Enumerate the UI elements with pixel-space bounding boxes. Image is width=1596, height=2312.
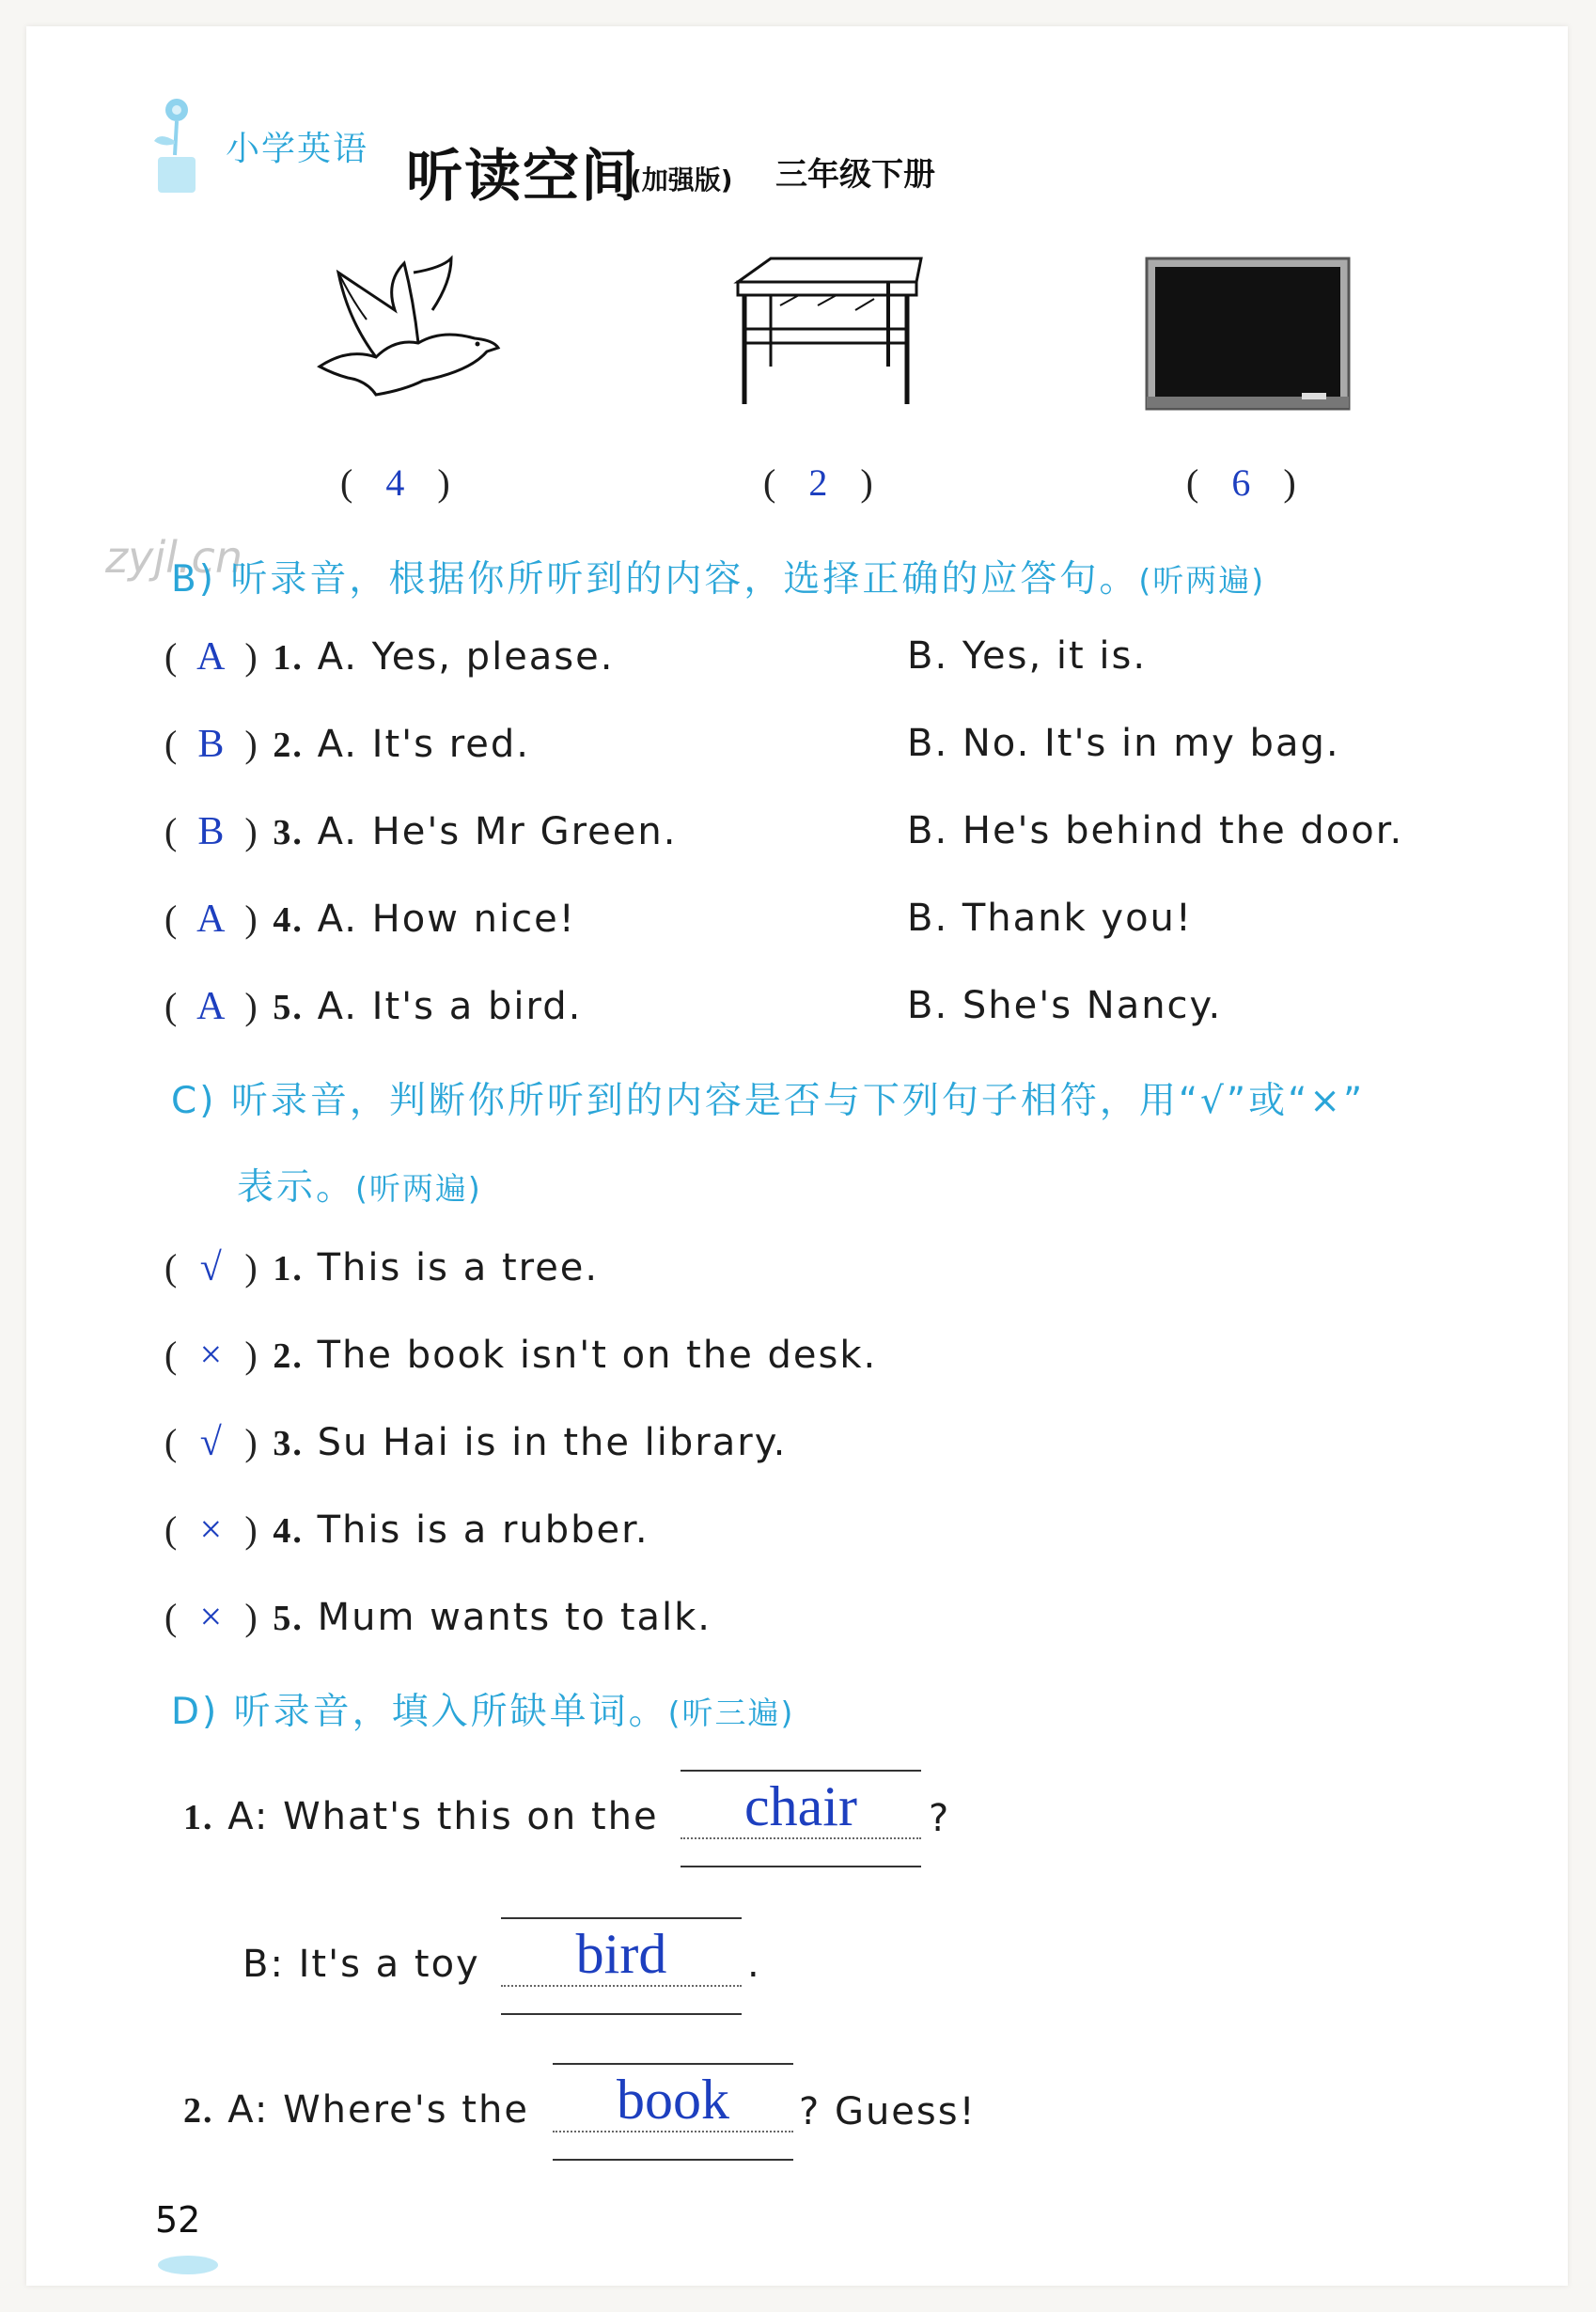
question-1-line-a xyxy=(183,1795,659,1838)
answer: A xyxy=(196,985,227,1028)
book-grade: 三年级下册 xyxy=(775,156,935,194)
watermark: zyjl.cn xyxy=(105,532,243,583)
question-1-line-b: B: It's a toy xyxy=(243,1943,480,1986)
answer: × xyxy=(199,1508,225,1552)
item-number: 1. xyxy=(273,638,304,678)
section-c-instruction-end: 表示。 xyxy=(237,1166,356,1209)
option-a: A. It's red. xyxy=(317,723,530,766)
flower-pot-icon xyxy=(141,89,207,202)
page-number: 52 xyxy=(155,2199,201,2241)
series-name: 小学英语 xyxy=(226,130,369,168)
item-number: 4. xyxy=(273,1511,304,1551)
statement: This is a tree. xyxy=(317,1246,600,1289)
blank-bottom-line xyxy=(501,2013,742,2015)
question-punctuation: ? Guess! xyxy=(799,2090,977,2133)
picture-answer-2: ( 2 ) xyxy=(763,461,873,504)
option-b: B. She's Nancy. xyxy=(907,984,1223,1027)
option-a: A. Yes, please. xyxy=(317,635,615,679)
section-b-item-2: ( B ) 2. A. It's red. xyxy=(164,723,530,766)
blank-bottom-line xyxy=(681,1866,921,1867)
section-b-header xyxy=(171,550,1265,602)
item-number: 3. xyxy=(273,813,304,852)
item-number: 3. xyxy=(273,1424,304,1463)
question-punctuation: . xyxy=(747,1943,761,1986)
blank-top-line xyxy=(553,2063,793,2065)
desk-icon xyxy=(724,254,931,414)
answer: B xyxy=(197,723,227,766)
statement: Su Hai is in the library. xyxy=(317,1421,788,1464)
item-number: 5. xyxy=(273,988,304,1027)
statement: The book isn't on the desk. xyxy=(317,1334,878,1377)
question-text: A: Where's the xyxy=(227,2088,529,2132)
option-a: A. It's a bird. xyxy=(317,985,583,1028)
picture-answer-3: ( 6 ) xyxy=(1186,461,1296,504)
item-number: 4. xyxy=(273,900,304,940)
question-text: A: What's this on the xyxy=(227,1795,659,1838)
section-d-header xyxy=(171,1682,794,1735)
answer: A xyxy=(196,635,227,679)
question-number: 2. xyxy=(183,2091,214,2131)
section-b-note: (听两遍) xyxy=(1138,562,1266,599)
blank-bottom-line xyxy=(553,2159,793,2161)
section-c-item-2: ( × ) 2. The book isn't on the desk. xyxy=(164,1334,878,1377)
section-c-header-line2 xyxy=(237,1158,482,1211)
option-b: B. He's behind the door. xyxy=(907,809,1404,852)
section-c-item-5: ( × ) 5. Mum wants to talk. xyxy=(164,1596,712,1639)
picture-answer-value: 4 xyxy=(385,461,405,504)
section-b-item-5: ( A ) 5. A. It's a bird. xyxy=(164,985,583,1028)
section-b-item-1: ( A ) 1. A. Yes, please. xyxy=(164,635,615,679)
answer: × xyxy=(199,1596,225,1639)
picture-answer-1: ( 4 ) xyxy=(340,461,450,504)
section-c-note: (听两遍) xyxy=(355,1170,482,1207)
section-c-item-1: ( √ ) 1. This is a tree. xyxy=(164,1246,600,1289)
section-b-instruction: B) 听录音，根据你所听到的内容，选择正确的应答句。 xyxy=(171,558,1139,601)
item-number: 2. xyxy=(273,1336,304,1376)
blackboard-icon xyxy=(1142,254,1353,414)
blank-top-line xyxy=(681,1770,921,1772)
question-punctuation: ? xyxy=(929,1797,951,1840)
item-number: 2. xyxy=(273,726,304,765)
section-d-instruction: D) 听录音，填入所缺单词。 xyxy=(171,1691,668,1733)
option-b: B. Thank you! xyxy=(907,897,1193,940)
fill-in-answer: chair xyxy=(744,1775,857,1837)
answer: B xyxy=(197,810,227,853)
section-d-note: (听三遍) xyxy=(667,1695,795,1731)
section-c-header: C) 听录音，判断你所听到的内容是否与下列句子相符，用“√”或“×” xyxy=(171,1080,1366,1122)
blank-top-line xyxy=(501,1917,742,1919)
answer: A xyxy=(196,898,227,941)
picture-answer-value: 6 xyxy=(1231,461,1251,504)
question-2-line-a xyxy=(183,2088,529,2132)
option-b: B. No. It's in my bag. xyxy=(907,722,1340,765)
question-number: 1. xyxy=(183,1798,214,1837)
option-a: A. How nice! xyxy=(317,898,576,941)
statement: Mum wants to talk. xyxy=(317,1596,712,1639)
item-number: 5. xyxy=(273,1599,304,1638)
fill-in-answer: bird xyxy=(575,1923,667,1985)
answer: √ xyxy=(199,1421,224,1464)
answer: × xyxy=(199,1334,225,1377)
answer: √ xyxy=(199,1246,224,1289)
book-title: 听读空间 xyxy=(406,144,639,210)
item-number: 1. xyxy=(273,1249,304,1289)
statement: This is a rubber. xyxy=(317,1508,649,1552)
option-a: A. He's Mr Green. xyxy=(317,810,678,853)
section-b-item-4: ( A ) 4. A. How nice! xyxy=(164,898,576,941)
book-edition: (加强版) xyxy=(630,164,733,195)
option-b: B. Yes, it is. xyxy=(907,634,1148,678)
picture-answer-value: 2 xyxy=(808,461,828,504)
section-c-item-4: ( × ) 4. This is a rubber. xyxy=(164,1508,649,1552)
bird-icon xyxy=(310,254,508,404)
fill-in-answer: book xyxy=(617,2069,729,2131)
page-corner-decoration-icon xyxy=(155,2251,221,2279)
section-b-item-3: ( B ) 3. A. He's Mr Green. xyxy=(164,810,678,853)
section-c-item-3: ( √ ) 3. Su Hai is in the library. xyxy=(164,1421,788,1464)
